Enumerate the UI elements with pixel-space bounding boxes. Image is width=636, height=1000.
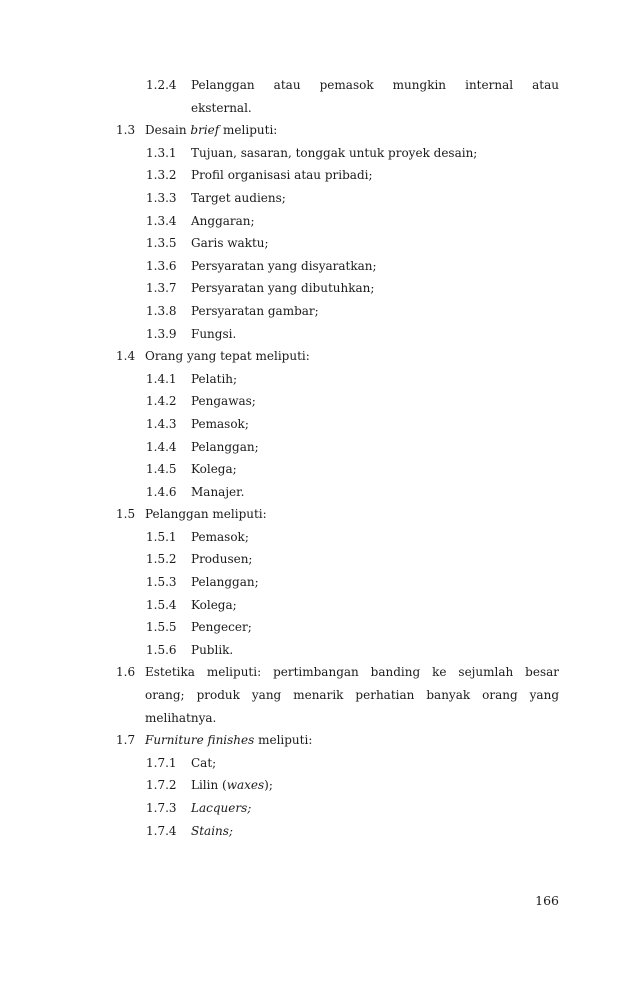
- list-item-text: [191, 413, 559, 436]
- list-item-text: [145, 119, 559, 142]
- list-item-text: [191, 323, 559, 346]
- list-item-number: 1.3: [116, 123, 136, 138]
- text-run: Desain: [145, 123, 191, 138]
- list-item-text: [145, 345, 559, 368]
- list-item: [0, 548, 636, 571]
- list-item-number: 1.5: [116, 507, 136, 522]
- list-item-text: [191, 594, 559, 617]
- list-item-text: [191, 774, 559, 797]
- italic-text: Furniture finishes: [145, 733, 255, 748]
- list-item-number: 1.3.1: [146, 145, 177, 160]
- text-run: Persyaratan gambar;: [191, 303, 319, 318]
- list-item-text: [191, 300, 559, 323]
- text-run: Orang yang tepat meliputi:: [145, 349, 310, 364]
- list-item-number: 1.3.5: [146, 236, 177, 251]
- text-run: meliputi:: [254, 733, 313, 748]
- list-item: [0, 752, 636, 775]
- list-item-number: 1.5.4: [146, 597, 177, 612]
- list-item: [0, 277, 636, 300]
- list-item: [0, 210, 636, 233]
- list-item-number: 1.3.9: [146, 326, 177, 341]
- list-item-number: 1.5.3: [146, 575, 177, 590]
- list-item-number: 1.3.7: [146, 281, 177, 296]
- list-item-text: [145, 729, 559, 752]
- list-item-text: [191, 820, 559, 843]
- list-item-text: [191, 74, 559, 97]
- text-run: Pelanggan atau pemasok mungkin internal atau: [191, 78, 559, 92]
- list-item: [0, 164, 636, 187]
- list-item: [0, 74, 636, 97]
- list-item: [0, 323, 636, 346]
- text-run: Persyaratan yang dibutuhkan;: [191, 281, 375, 296]
- text-run: );: [264, 778, 273, 793]
- text-run: Pengawas;: [191, 394, 256, 409]
- list-item: [0, 639, 636, 662]
- list-item: [0, 345, 636, 368]
- italic-text: waxes: [226, 778, 265, 793]
- text-run: Kolega;: [191, 597, 237, 612]
- list-item-number: 1.7.3: [146, 801, 177, 815]
- list-item: [0, 594, 636, 617]
- text-run: Pelanggan meliputi:: [145, 507, 267, 522]
- list-item-number: 1.2.4: [146, 78, 177, 92]
- list-item: [0, 368, 636, 391]
- list-item-text: [191, 571, 559, 594]
- list-item-number: 1.3.4: [146, 213, 177, 228]
- text-run: Publik.: [191, 642, 234, 657]
- list-item: [0, 142, 636, 165]
- list-item: [0, 187, 636, 210]
- list-item-text: [191, 164, 559, 187]
- list-item: [0, 481, 636, 504]
- list-item-text: [191, 277, 559, 300]
- list-item-number: 1.4.3: [146, 416, 177, 431]
- list-item-text: [191, 797, 559, 820]
- list-item-continuation: [0, 97, 636, 120]
- text-run: Estetika meliputi: pertimbangan banding ke sejumlah besar: [145, 665, 559, 680]
- list-item-text: [191, 481, 559, 504]
- text-run: Pemasok;: [191, 529, 249, 544]
- text-run: Anggaran;: [191, 213, 255, 228]
- list-item-text: [191, 458, 559, 481]
- list-item-text: [145, 503, 559, 526]
- list-item-number: 1.5.2: [146, 552, 177, 567]
- list-item-number: 1.6: [116, 665, 136, 680]
- text-run: Target audiens;: [191, 190, 286, 205]
- italic-text: Stains;: [191, 823, 233, 838]
- list-item: [0, 797, 636, 820]
- list-item-number: 1.5.1: [146, 529, 177, 544]
- text-run: Pelanggan;: [191, 439, 259, 454]
- text-run: Pengecer;: [191, 620, 252, 635]
- text-run: Profil organisasi atau pribadi;: [191, 168, 373, 183]
- list-item-number: 1.5.6: [146, 642, 177, 657]
- list-item-continuation: [0, 707, 636, 730]
- text-run: Pelanggan;: [191, 575, 259, 590]
- list-item: [0, 729, 636, 752]
- list-item-text: [191, 616, 559, 639]
- list-item-text: [191, 368, 559, 391]
- list-item-text: [191, 548, 559, 571]
- list-item-text: [191, 232, 559, 255]
- text-run: melihatnya.: [145, 710, 217, 725]
- text-run: Tujuan, sasaran, tonggak untuk proyek desain;: [191, 145, 478, 160]
- list-item-number: 1.4.4: [146, 439, 177, 454]
- list-item-text: [191, 187, 559, 210]
- list-item-text: [191, 142, 559, 165]
- list-item: [0, 436, 636, 459]
- list-item: [0, 526, 636, 549]
- list-item-text: [191, 526, 559, 549]
- list-item: [0, 413, 636, 436]
- list-item: [0, 119, 636, 142]
- italic-text: Lacquers;: [191, 801, 252, 815]
- italic-text: brief: [190, 123, 220, 138]
- text-run: Kolega;: [191, 462, 237, 477]
- list-item: [0, 255, 636, 278]
- list-item-number: 1.7.4: [146, 823, 177, 838]
- list-item-text: [191, 639, 559, 662]
- document-body: [0, 74, 636, 842]
- list-item-number: 1.3.8: [146, 303, 177, 318]
- list-item-text: [145, 707, 559, 730]
- list-item: [0, 300, 636, 323]
- list-item-text: [191, 752, 559, 775]
- list-item-number: 1.3.2: [146, 168, 177, 183]
- list-item-text: [191, 390, 559, 413]
- list-item-text: [145, 684, 559, 707]
- text-run: Persyaratan yang disyaratkan;: [191, 258, 377, 273]
- list-item: [0, 820, 636, 843]
- text-run: Pelatih;: [191, 371, 238, 386]
- list-item-number: 1.4: [116, 349, 136, 364]
- list-item-number: 1.4.6: [146, 484, 177, 499]
- text-run: Manajer.: [191, 484, 245, 499]
- list-item: [0, 458, 636, 481]
- list-item-number: 1.7: [116, 733, 136, 748]
- text-run: eksternal.: [191, 100, 252, 115]
- list-item: [0, 661, 636, 684]
- list-item-text: [191, 97, 559, 120]
- list-item-text: [191, 436, 559, 459]
- list-item-number: 1.5.5: [146, 620, 177, 635]
- text-run: Produsen;: [191, 552, 253, 567]
- list-item-text: [191, 255, 559, 278]
- list-item-text: [191, 210, 559, 233]
- list-item-number: 1.4.2: [146, 394, 177, 409]
- text-run: Fungsi.: [191, 326, 237, 341]
- list-item-continuation: [0, 684, 636, 707]
- text-run: orang; produk yang menarik perhatian banyak orang yang: [145, 688, 559, 703]
- list-item: [0, 390, 636, 413]
- list-item: [0, 774, 636, 797]
- list-item: [0, 571, 636, 594]
- list-item: [0, 503, 636, 526]
- text-run: Pemasok;: [191, 416, 249, 431]
- text-run: Lilin (: [191, 778, 227, 793]
- list-item-number: 1.7.1: [146, 755, 177, 770]
- list-item-text: [145, 661, 559, 684]
- text-run: meliputi:: [219, 123, 278, 138]
- list-item-number: 1.3.3: [146, 190, 177, 205]
- list-item: [0, 232, 636, 255]
- list-item-number: 1.4.5: [146, 462, 177, 477]
- list-item-number: 1.7.2: [146, 778, 177, 793]
- text-run: Cat;: [191, 755, 217, 770]
- list-item-number: 1.4.1: [146, 371, 177, 386]
- list-item: [0, 616, 636, 639]
- list-item-number: 1.3.6: [146, 258, 177, 273]
- text-run: Garis waktu;: [191, 236, 269, 251]
- page-number: 166: [535, 893, 559, 908]
